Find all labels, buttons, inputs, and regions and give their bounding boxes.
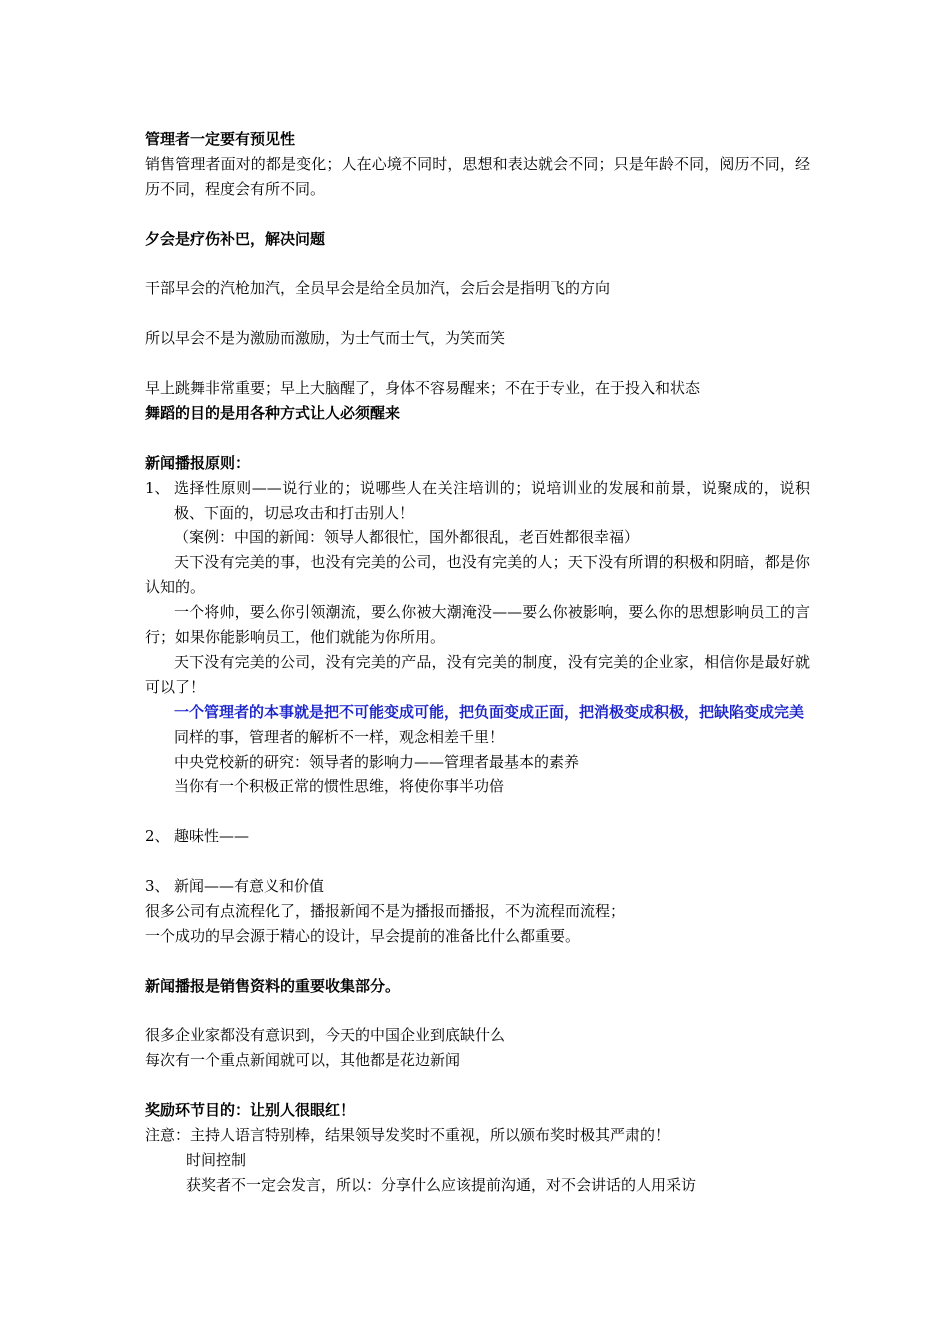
list-number: 2、 — [145, 827, 170, 846]
list-item-text: 新闻——有意义和价值 — [174, 877, 325, 896]
spacer — [145, 351, 810, 376]
spacer — [145, 202, 810, 227]
list-item-text: 趣味性—— — [174, 827, 250, 846]
case-example: （案例：中国的新闻：领导人都很忙，国外都很乱，老百姓都很幸福） — [174, 528, 640, 547]
line-time-control: 时间控制 — [186, 1151, 247, 1169]
highlight-manager-ability: 一个管理者的本事就是把不可能变成可能，把负面变成正面，把消极变成积极，把缺陷变成完美 — [174, 702, 805, 721]
heading-news-collection: 新闻播报是销售资料的重要收集部分。 — [145, 976, 401, 995]
line-positive-thinking: 当你有一个积极正常的惯性思维，将使你事半功倍 — [174, 777, 505, 796]
spacer — [145, 999, 810, 1024]
heading-news-principles: 新闻播报原则： — [145, 453, 251, 472]
paragraph-leader: 一个将帅，要么你引领潮流，要么你被大潮淹没——要么你被影响，要么你的思想影响员工的言行；如果你能影响员工，他们就能为你所用。 — [145, 603, 810, 647]
paragraph-entrepreneurs: 很多企业家都没有意识到，今天的中国企业到底缺什么 — [145, 1026, 506, 1045]
heading-reward: 奖励环节目的：让别人很眼红！ — [145, 1101, 356, 1120]
list-item-fun — [145, 824, 810, 849]
spacer — [145, 949, 810, 974]
document-page — [145, 127, 810, 1198]
spacer — [145, 849, 810, 874]
list-item-news-value — [145, 874, 810, 899]
paragraph-not-for-motivation: 所以早会不是为激励而激励，为士气而士气，为笑而笑 — [145, 329, 506, 348]
heading-foresight: 管理者一定要有预见性 — [145, 130, 296, 148]
list-item-text: 选择性原则——说行业的；说哪些人在关注培训的；说培训业的发展和前景，说聚成的，说积极、下面的，切忌攻击和打击别人！ — [174, 478, 810, 522]
spacer — [145, 426, 810, 451]
heading-evening-meeting: 夕会是疗伤补巴，解决问题 — [145, 229, 326, 248]
list-item-selectivity — [145, 476, 810, 526]
paragraph-design: 一个成功的早会源于精心的设计，早会提前的准备比什么都重要。 — [145, 926, 581, 945]
paragraph-process: 很多公司有点流程化了，播报新闻不是为播报而播报，不为流程而流程； — [145, 901, 626, 920]
paragraph-no-perfect: 天下没有完美的事，也没有完美的公司，也没有完美的人；天下没有所谓的积极和阴暗，都是你认知的。 — [145, 553, 810, 597]
paragraph-dancing-purpose: 舞蹈的目的是用各种方式让人必须醒来 — [145, 403, 401, 422]
line-party-school: 中央党校新的研究：领导者的影响力——管理者最基本的素养 — [174, 752, 580, 771]
spacer — [145, 252, 810, 277]
paragraph-believe: 天下没有完美的公司，没有完美的产品，没有完美的制度，没有完美的企业家，相信你是最好就可以了！ — [145, 652, 810, 696]
paragraph-note: 注意：主持人语言特别棒，结果领导发奖时不重视，所以颁布奖时极其严肃的！ — [145, 1126, 671, 1145]
line-winner-speech: 获奖者不一定会发言，所以：分享什么应该提前沟通，对不会讲话的人用采访 — [186, 1175, 697, 1194]
paragraph-key-news: 每次有一个重点新闻就可以，其他都是花边新闻 — [145, 1051, 461, 1070]
list-number: 1、 — [145, 478, 170, 497]
list-number: 3、 — [145, 877, 170, 896]
paragraph-morning-meeting-types: 干部早会的汽枪加汽，全员早会是给全员加汽，会后会是指明飞的方向 — [145, 279, 611, 298]
spacer — [145, 1073, 810, 1098]
spacer — [145, 799, 810, 824]
paragraph-change: 销售管理者面对的都是变化；人在心境不同时，思想和表达就会不同；只是年龄不同，阅历不同，经历不同，程度会有所不同。 — [145, 154, 810, 198]
paragraph-dancing: 早上跳舞非常重要；早上大脑醒了，身体不容易醒来；不在于专业，在于投入和状态 — [145, 379, 701, 397]
spacer — [145, 301, 810, 326]
line-same-thing: 同样的事，管理者的解析不一样，观念相差千里！ — [174, 727, 505, 746]
